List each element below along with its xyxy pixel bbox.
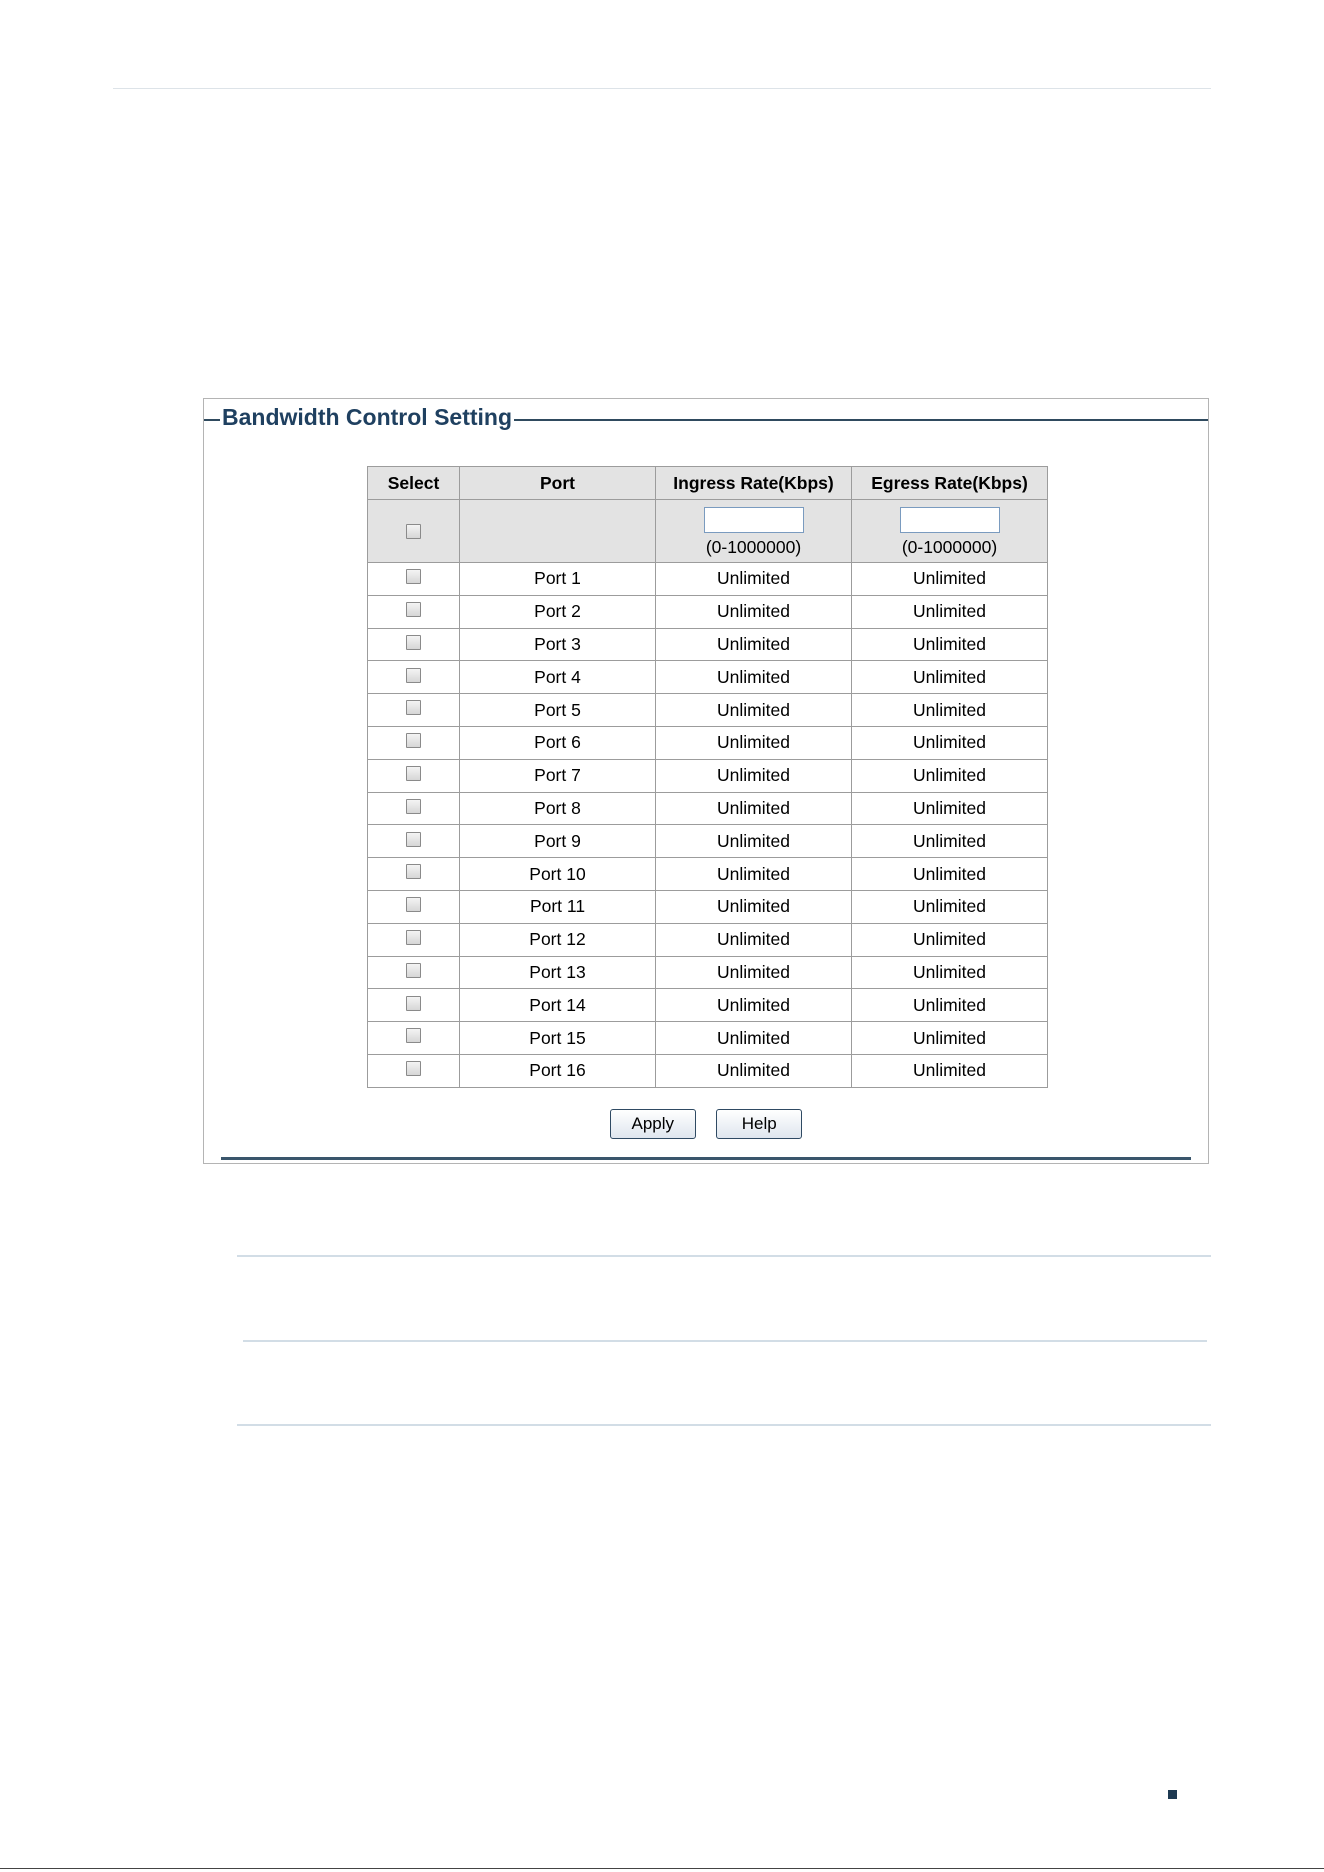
divider-rule — [237, 1424, 1211, 1426]
ingress-rate-input[interactable] — [704, 507, 804, 533]
row-port: Port 12 — [460, 923, 656, 956]
row-select-checkbox[interactable] — [406, 766, 421, 781]
help-button[interactable]: Help — [716, 1109, 802, 1139]
row-select-cell — [368, 923, 460, 956]
select-all-cell — [368, 500, 460, 563]
table-row[interactable] — [368, 923, 1048, 956]
table-row[interactable] — [368, 661, 1048, 694]
row-port: Port 16 — [460, 1054, 656, 1087]
row-ingress-rate: Unlimited — [656, 825, 852, 858]
table-header-row — [368, 467, 1048, 500]
divider-rule — [237, 1255, 1211, 1257]
row-select-checkbox[interactable] — [406, 700, 421, 715]
row-port: Port 10 — [460, 858, 656, 891]
row-port: Port 7 — [460, 759, 656, 792]
row-port: Port 15 — [460, 1022, 656, 1055]
row-port: Port 6 — [460, 726, 656, 759]
row-select-checkbox[interactable] — [406, 1028, 421, 1043]
row-egress-rate: Unlimited — [852, 628, 1048, 661]
row-select-checkbox[interactable] — [406, 897, 421, 912]
row-port: Port 8 — [460, 792, 656, 825]
row-ingress-rate: Unlimited — [656, 956, 852, 989]
row-select-checkbox[interactable] — [406, 799, 421, 814]
row-select-cell — [368, 694, 460, 727]
row-egress-rate: Unlimited — [852, 595, 1048, 628]
table-row[interactable] — [368, 890, 1048, 923]
row-select-checkbox[interactable] — [406, 963, 421, 978]
row-select-checkbox[interactable] — [406, 733, 421, 748]
row-port: Port 13 — [460, 956, 656, 989]
row-port: Port 4 — [460, 661, 656, 694]
row-egress-rate: Unlimited — [852, 792, 1048, 825]
panel-bottom-rule — [221, 1157, 1191, 1160]
row-egress-rate: Unlimited — [852, 858, 1048, 891]
row-select-cell — [368, 563, 460, 596]
table-row[interactable] — [368, 825, 1048, 858]
row-select-cell — [368, 726, 460, 759]
row-select-checkbox[interactable] — [406, 635, 421, 650]
page-top-rule — [113, 88, 1211, 89]
row-ingress-rate: Unlimited — [656, 858, 852, 891]
row-ingress-rate: Unlimited — [656, 1022, 852, 1055]
table-row[interactable] — [368, 563, 1048, 596]
row-select-checkbox[interactable] — [406, 864, 421, 879]
egress-rate-input[interactable] — [900, 507, 1000, 533]
row-ingress-rate: Unlimited — [656, 890, 852, 923]
row-port: Port 9 — [460, 825, 656, 858]
row-egress-rate: Unlimited — [852, 661, 1048, 694]
table-row[interactable] — [368, 759, 1048, 792]
row-ingress-rate: Unlimited — [656, 628, 852, 661]
table-row[interactable] — [368, 858, 1048, 891]
row-ingress-rate: Unlimited — [656, 563, 852, 596]
row-select-cell — [368, 956, 460, 989]
row-egress-rate: Unlimited — [852, 890, 1048, 923]
row-select-cell — [368, 890, 460, 923]
row-select-cell — [368, 858, 460, 891]
row-select-cell — [368, 989, 460, 1022]
header-port: Port — [460, 467, 656, 500]
panel-title: Bandwidth Control Setting — [222, 404, 513, 430]
row-select-cell — [368, 628, 460, 661]
header-egress-rate: Egress Rate(Kbps) — [852, 467, 1048, 500]
row-ingress-rate: Unlimited — [656, 661, 852, 694]
row-port: Port 14 — [460, 989, 656, 1022]
edit-ingress-cell — [656, 500, 852, 563]
apply-button[interactable]: Apply — [610, 1109, 696, 1139]
header-ingress-rate: Ingress Rate(Kbps) — [656, 467, 852, 500]
row-select-cell — [368, 792, 460, 825]
table-row[interactable] — [368, 726, 1048, 759]
row-egress-rate: Unlimited — [852, 989, 1048, 1022]
row-egress-rate: Unlimited — [852, 956, 1048, 989]
row-ingress-rate: Unlimited — [656, 923, 852, 956]
row-ingress-rate: Unlimited — [656, 595, 852, 628]
row-select-checkbox[interactable] — [406, 668, 421, 683]
row-select-cell — [368, 1054, 460, 1087]
row-ingress-rate: Unlimited — [656, 1054, 852, 1087]
row-select-checkbox[interactable] — [406, 1061, 421, 1076]
row-egress-rate: Unlimited — [852, 694, 1048, 727]
row-select-cell — [368, 759, 460, 792]
edit-egress-cell — [852, 500, 1048, 563]
row-select-checkbox[interactable] — [406, 832, 421, 847]
row-port: Port 1 — [460, 563, 656, 596]
table-row[interactable] — [368, 694, 1048, 727]
table-row[interactable] — [368, 989, 1048, 1022]
page-bottom-rule — [0, 1868, 1324, 1869]
row-egress-rate: Unlimited — [852, 563, 1048, 596]
row-select-cell — [368, 1022, 460, 1055]
row-port: Port 2 — [460, 595, 656, 628]
row-select-checkbox[interactable] — [406, 930, 421, 945]
row-egress-rate: Unlimited — [852, 1054, 1048, 1087]
row-select-checkbox[interactable] — [406, 569, 421, 584]
row-egress-rate: Unlimited — [852, 923, 1048, 956]
row-ingress-rate: Unlimited — [656, 792, 852, 825]
row-select-checkbox[interactable] — [406, 602, 421, 617]
row-egress-rate: Unlimited — [852, 1022, 1048, 1055]
row-egress-rate: Unlimited — [852, 759, 1048, 792]
row-select-cell — [368, 825, 460, 858]
button-row — [204, 1109, 1208, 1139]
row-egress-rate: Unlimited — [852, 825, 1048, 858]
row-ingress-rate: Unlimited — [656, 694, 852, 727]
table-row[interactable] — [368, 792, 1048, 825]
row-egress-rate: Unlimited — [852, 726, 1048, 759]
row-select-cell — [368, 595, 460, 628]
egress-range-label: (0-1000000) — [901, 536, 998, 557]
row-port: Port 3 — [460, 628, 656, 661]
header-select: Select — [368, 467, 460, 500]
row-ingress-rate: Unlimited — [656, 989, 852, 1022]
table-row[interactable] — [368, 595, 1048, 628]
page-marker-icon — [1168, 1790, 1177, 1799]
row-select-cell — [368, 661, 460, 694]
table-row[interactable] — [368, 1022, 1048, 1055]
edit-row — [368, 500, 1048, 563]
row-port: Port 5 — [460, 694, 656, 727]
row-select-checkbox[interactable] — [406, 996, 421, 1011]
select-all-checkbox[interactable] — [406, 524, 421, 539]
bandwidth-table — [367, 466, 1048, 1088]
edit-port-cell — [460, 500, 656, 563]
table-row[interactable] — [368, 628, 1048, 661]
ingress-range-label: (0-1000000) — [705, 536, 802, 557]
row-ingress-rate: Unlimited — [656, 726, 852, 759]
table-row[interactable] — [368, 956, 1048, 989]
row-port: Port 11 — [460, 890, 656, 923]
divider-rule — [243, 1340, 1207, 1342]
row-ingress-rate: Unlimited — [656, 759, 852, 792]
bandwidth-control-panel — [203, 398, 1209, 1164]
table-row[interactable] — [368, 1054, 1048, 1087]
